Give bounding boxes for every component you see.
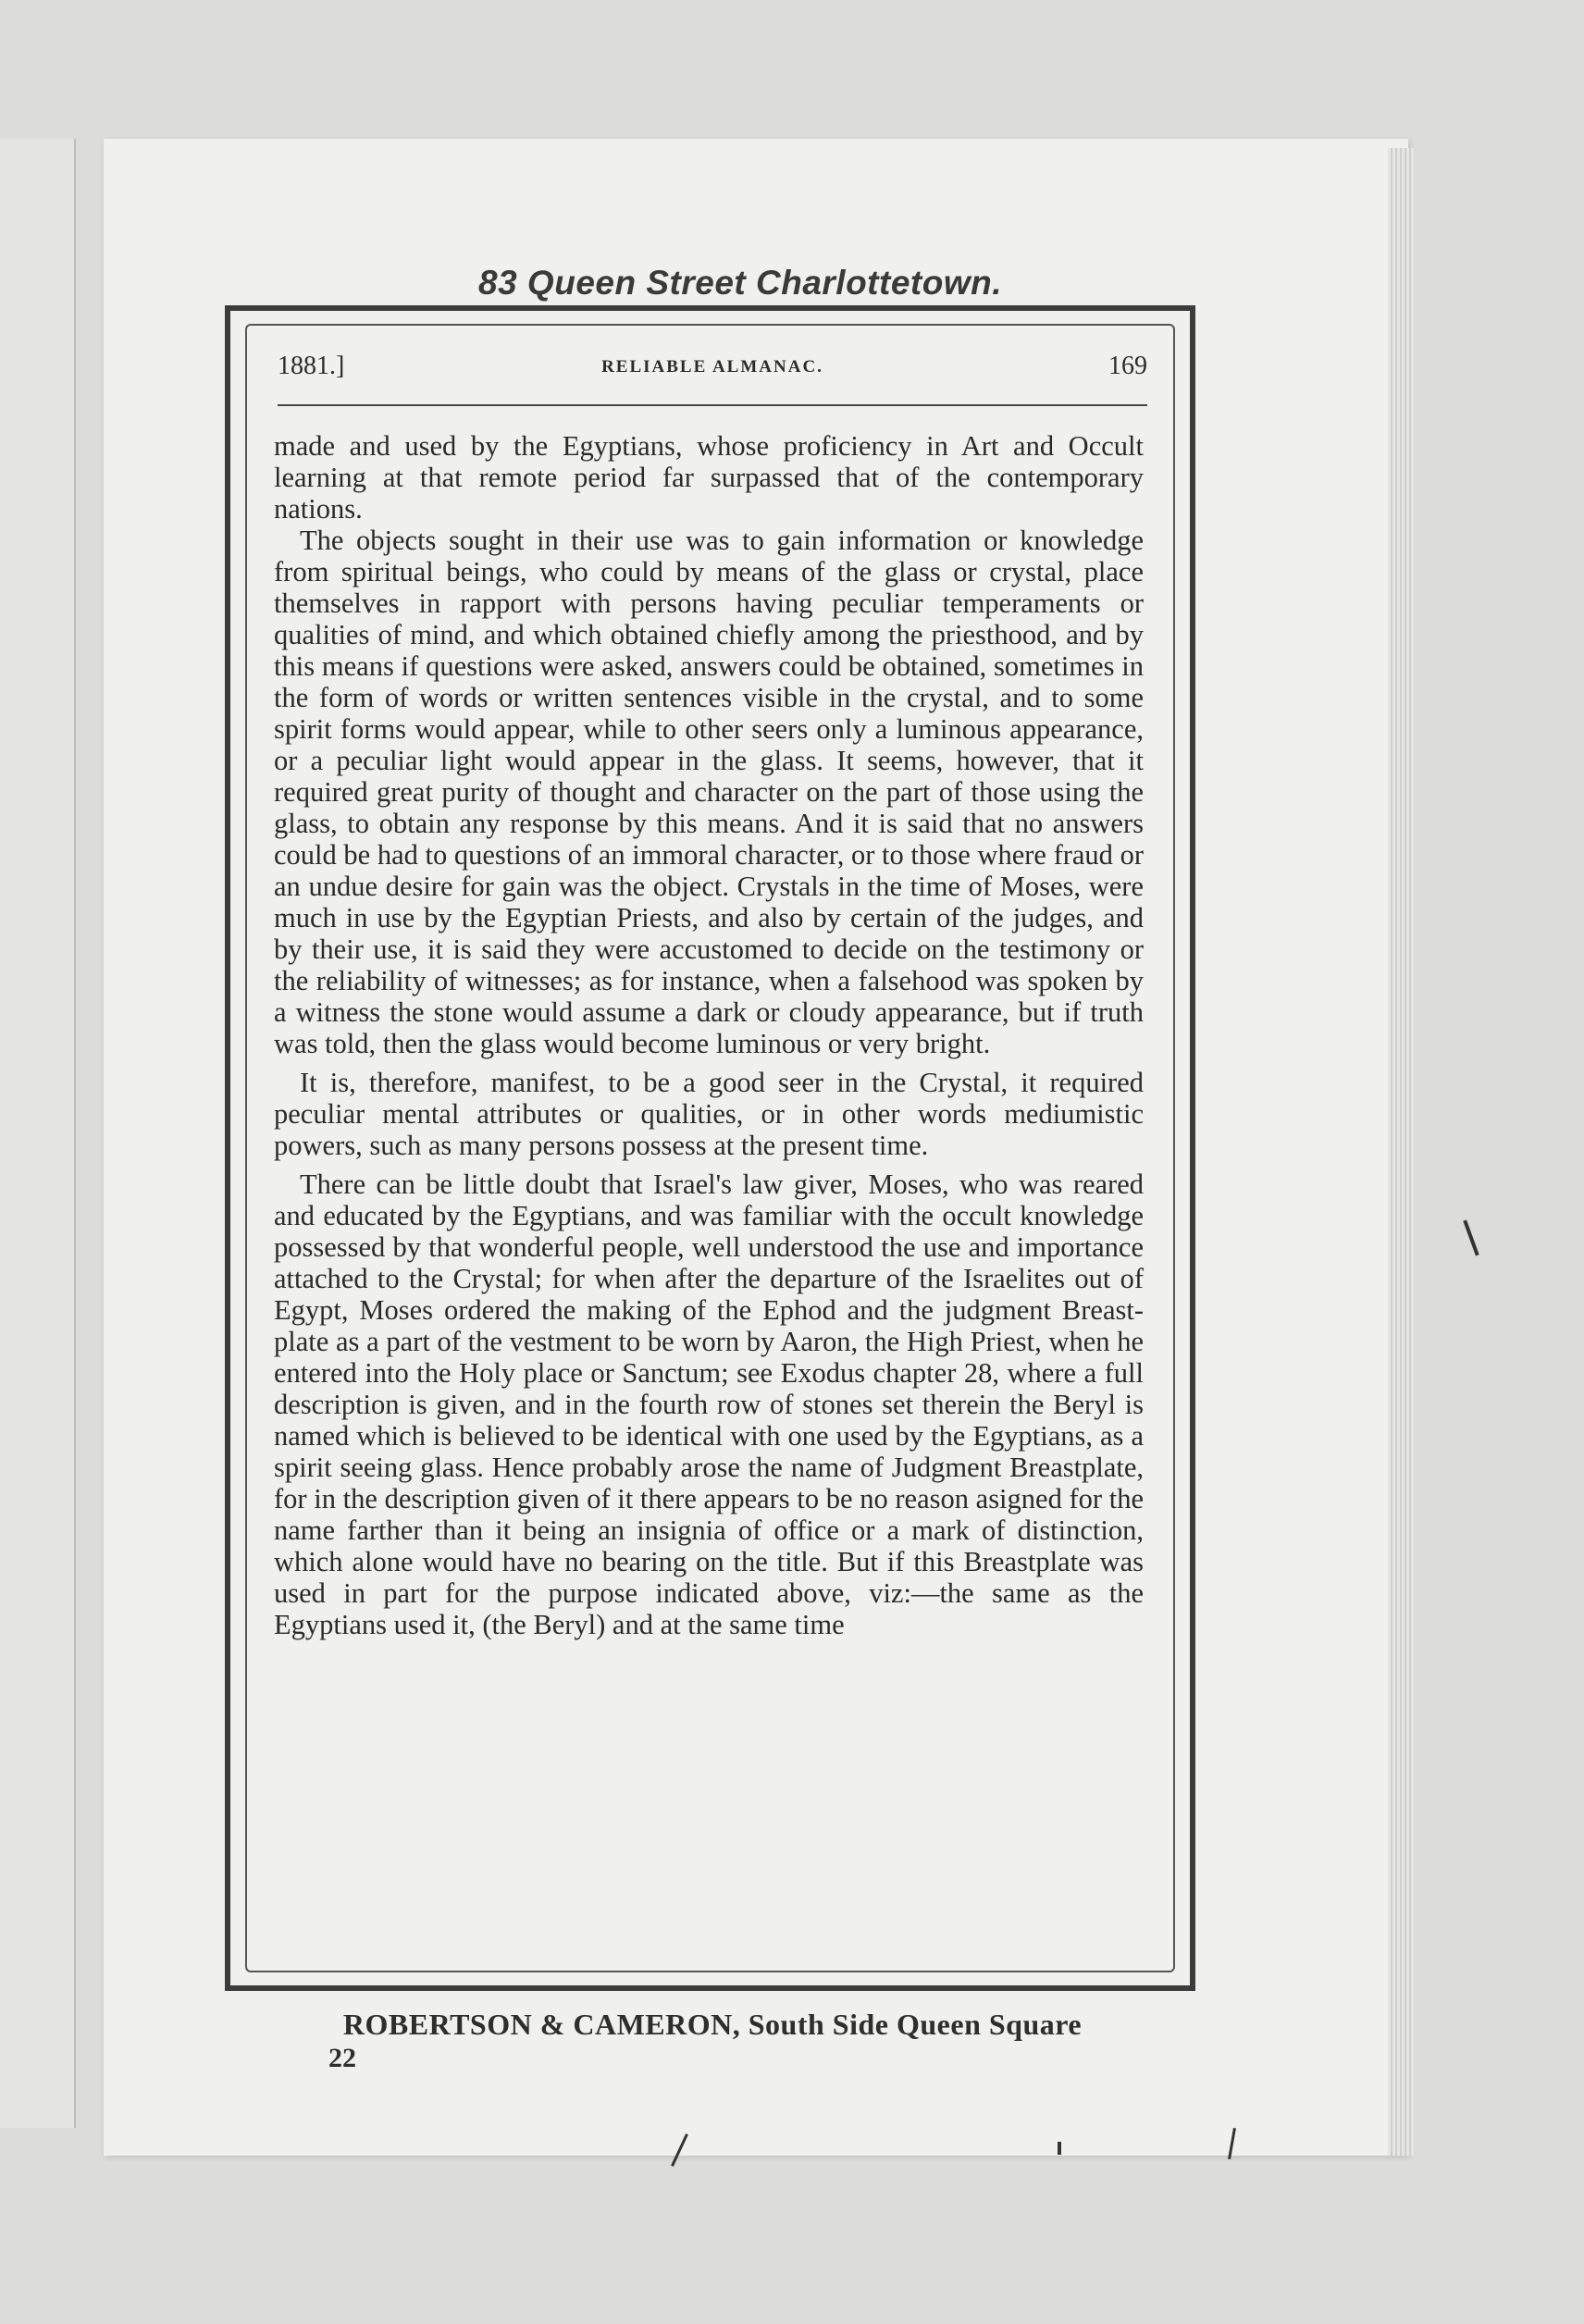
running-head-year: 1881.] [278, 352, 345, 380]
body-text [274, 430, 1144, 1640]
page-number: 169 [1108, 352, 1147, 380]
running-head-title: RELIABLE ALMANAC. [601, 357, 823, 377]
running-head [278, 352, 1147, 389]
footer-advertisement: ROBERTSON & CAMERON, South Side Queen Square [342, 2008, 1083, 2041]
margin-mark [1058, 2142, 1061, 2155]
paragraph-4: There can be little doubt that Israel's law giver, Moses, who was reared and educated by the Egyptians, and was familiar with the occult knowledge possessed by that wonderful people, well understood the use and importance attached to the Crystal; for when after the departure of the Israelites out of Egypt, Moses ordered the making of the Ephod and the judgment Breast-plate as a part of the vestment to be worn by Aaron, the High Priest, when he entered into the Holy place or Sanctum; see Exodus chapter 28, where a full description is given, and in the fourth row of stones set therein the Beryl is named which is believed to be identical with one used by the Egyptians, as a spirit seeing glass. Hence probably arose the name of Judgment Breastplate, for in the description given of it there appears to be no reason asigned for the name farther than it being an insignia of office or a mark of distinction, which alone would have no bearing on the title. But if this Breastplate was used in part for the purpose indicated above, viz:—the same as the Egyptians used it, (the Beryl) and at the same time [274, 1168, 1144, 1640]
header-rule [278, 404, 1147, 406]
page-fore-edge [1388, 148, 1414, 2156]
facing-page-edge [0, 139, 76, 2128]
header-advertisement: 83 Queen Street Charlottetown. [478, 264, 1002, 302]
paragraph-3: It is, therefore, manifest, to be a good seer in the Crystal, it required peculiar mental attributes or qualities, or in other words mediumistic powers, such as many persons possess at the present time. [274, 1067, 1144, 1161]
paragraph-2: The objects sought in their use was to gain information or knowledge from spiritual beings, who could by means of the glass or crystal, place themselves in rapport with persons having peculiar temperaments or qualities of mind, and which obtained chiefly among the priesthood, and by this means if questions were asked, answers could be obtained, sometimes in the form of words or written sentences visible in the crystal, and to some spirit forms would appear, while to other seers only a luminous appearance, or a peculiar light would appear in the glass. It seems, however, that it required great purity of thought and character on the part of those using the glass, to obtain any response by this means. And it is said that no answers could be had to questions of an immoral character, or to those where fraud or an undue desire for gain was the object. Crystals in the time of Moses, were much in use by the Egyptian Priests, and also by certain of the judges, and by their use, it is said they were accustomed to decide on the testimony or the reliability of witnesses; as for instance, when a falsehood was spoken by a witness the stone would assume a dark or cloudy appearance, but if truth was told, then the glass would become luminous or very bright. [274, 525, 1144, 1059]
paragraph-1: made and used by the Egyptians, whose proficiency in Art and Occult learning at that remote period far surpassed that of the contemporary nations. [274, 430, 1144, 525]
signature-mark: 22 [328, 2043, 356, 2073]
